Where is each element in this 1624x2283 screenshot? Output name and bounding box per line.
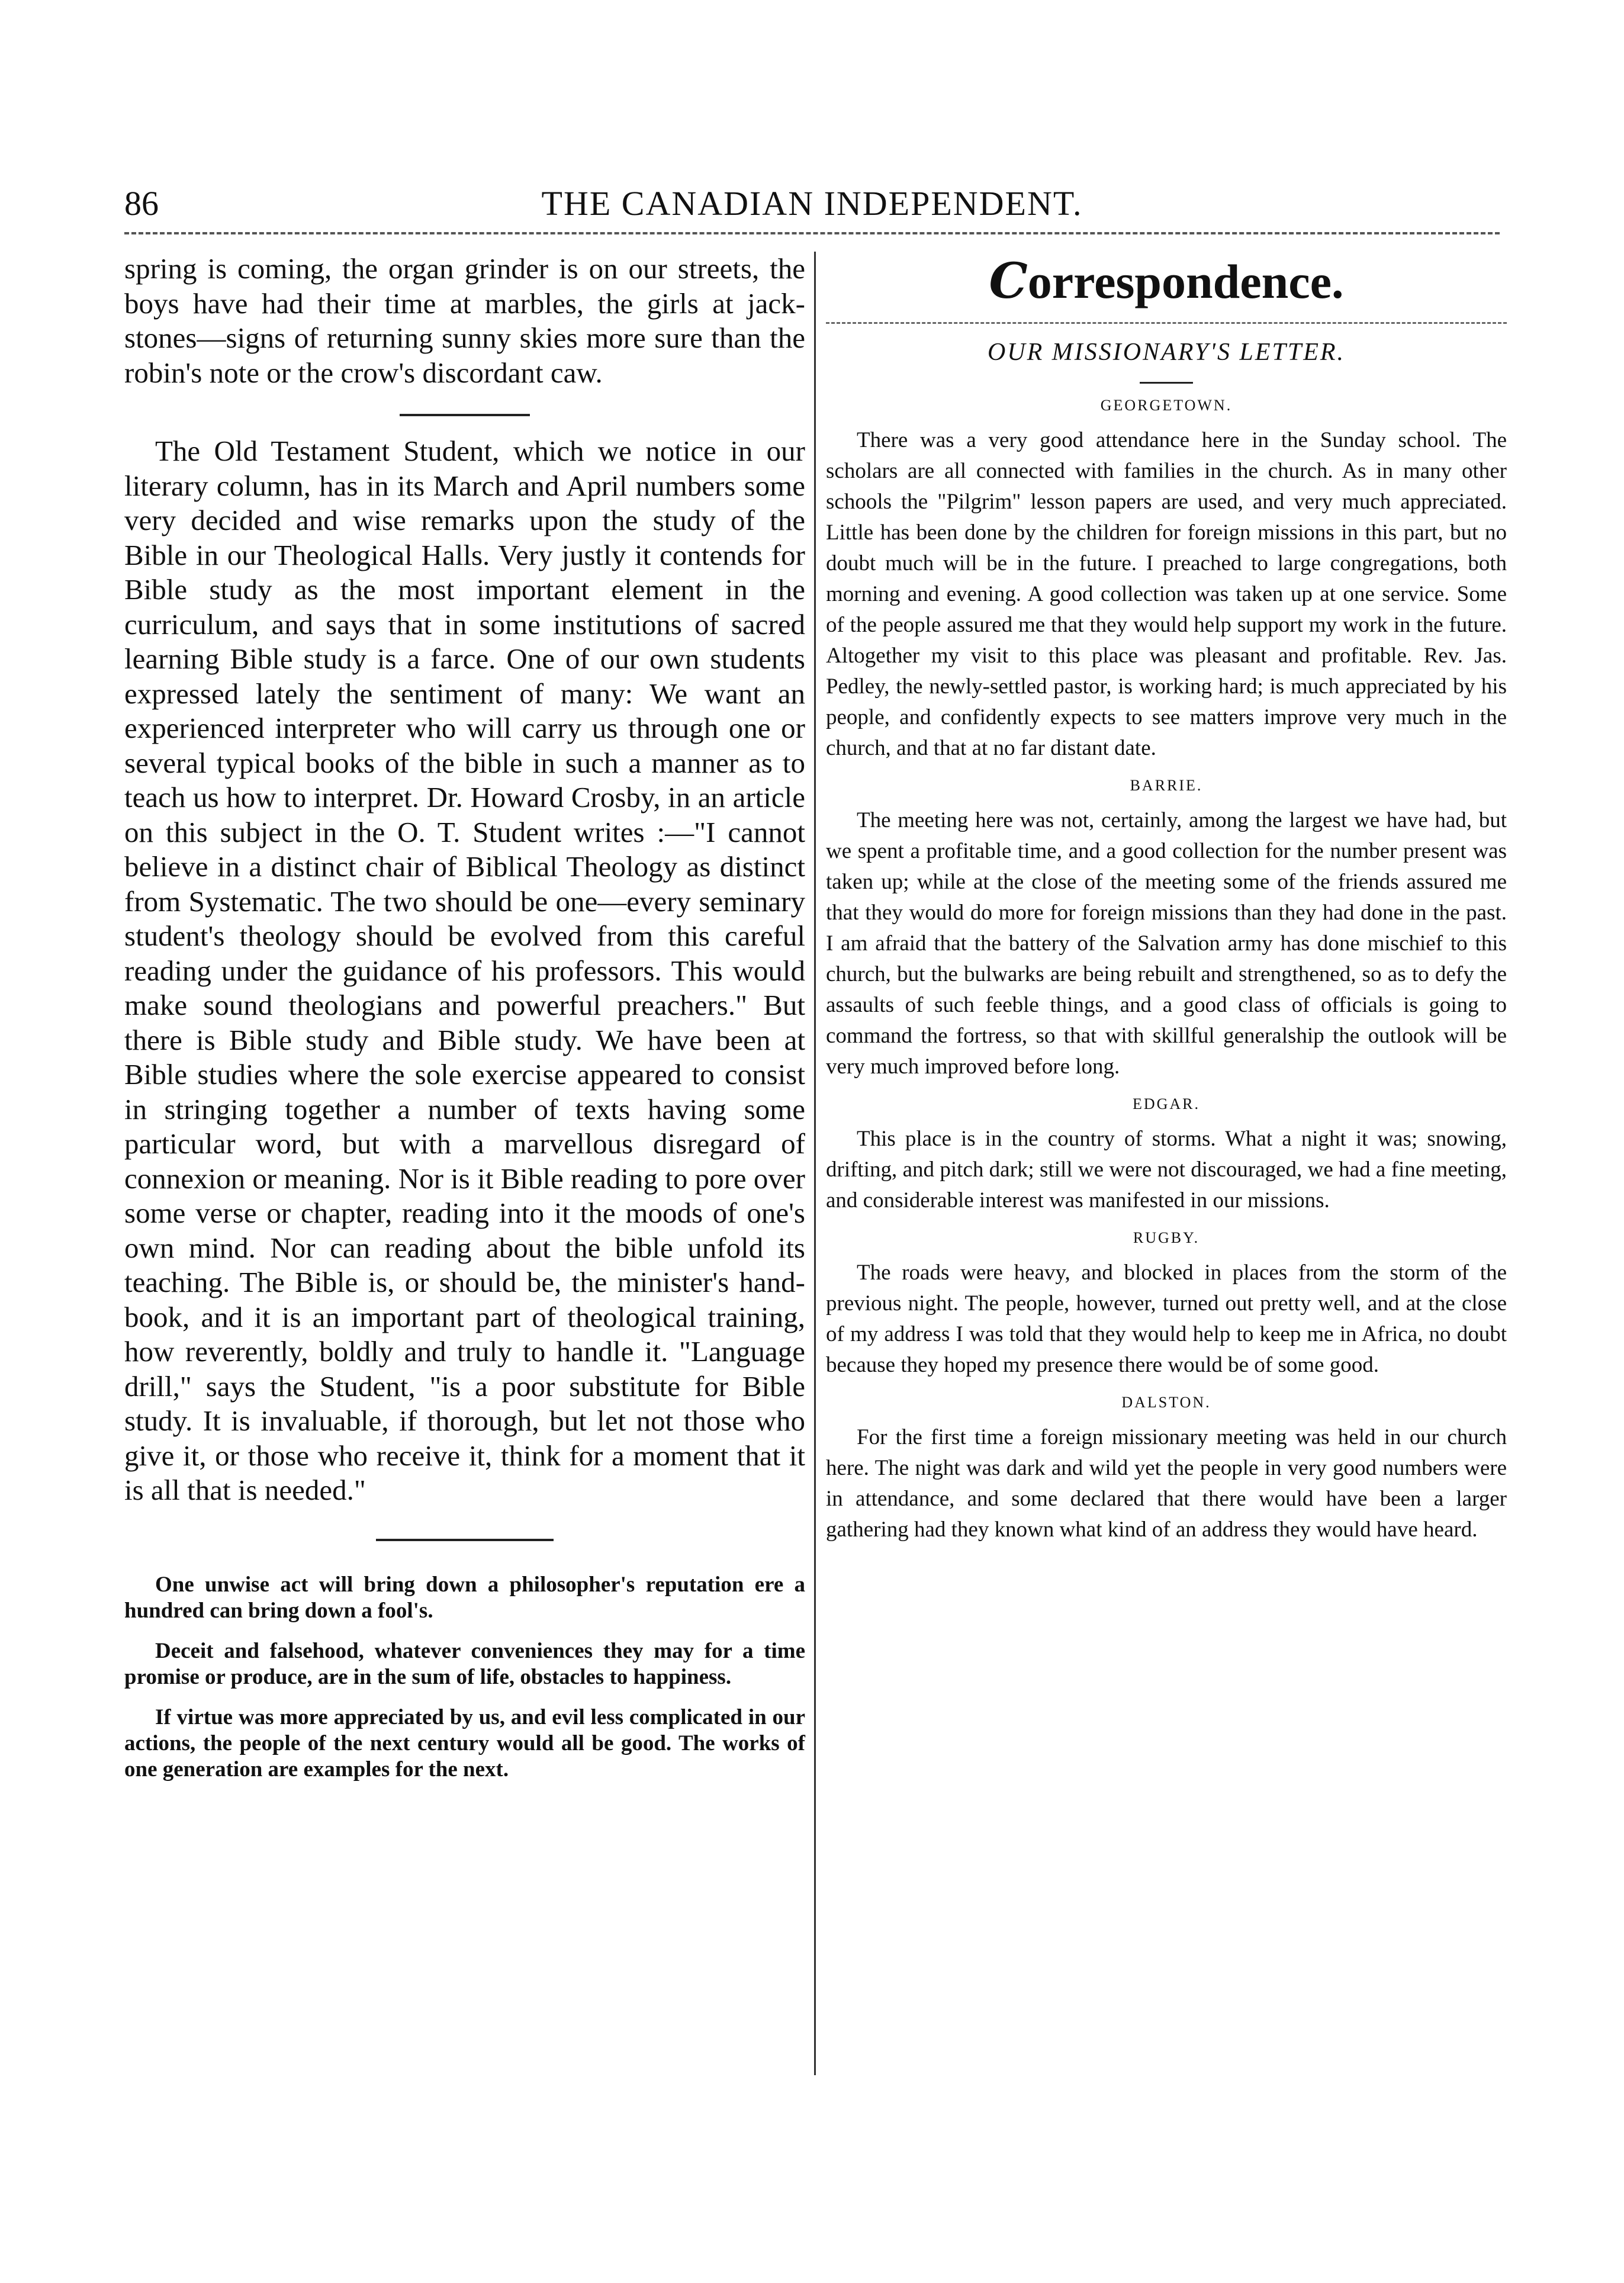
editorial-paragraph: The Old Testament Student, which we notice in our literary column, has in its March and April numbers some very decided and wise remarks upon the study of the Bible in our Theological Halls. Very justly it contends for Bible study as the most important element in the curriculum, and says that in some institutions of sacred learning Bible study is a farce. One of our own students expressed lately the sentiment of many: We want an experienced interpreter who will carry us through one or several typical books of the bible in such a manner as to teach us how to interpret. Dr. Howard Crosby, in an article on this subject in the O. T. Student writes :—"I cannot believe in a distinct chair of Biblical Theology as distinct from Systematic. The two should be one—every seminary student's theology should be evolved from this careful reading under the guidance of his professors. This would make sound theologians and powerful preachers." But there is Bible study and Bible study. We have been at Bible studies where the sole exercise appeared to consist in stringing together a number of texts having some particular word, but with a marvellous disregard of connexion or meaning. Nor is it Bible reading to pore over some verse or chapter, reading into it the moods of one's own mind. Nor can reading about the bible unfold its teaching. The Bible is, or should be, the minister's hand-book, and it is an important part of theological training, how reverently, boldly and truly to handle it. "Language drill," says the Student, "is a poor substitute for Bible study. It is invaluable, if thorough, but let not those who give it, or those who receive it, think for a moment that it is all that is needed." — [124, 435, 805, 1506]
page-header — [124, 178, 1500, 243]
intro-paragraph: spring is coming, the organ grinder is on our streets, the boys have had their time at marbles, the girls at jack-stones—signs of returning sunny skies more sure than the robin's note or the crow's discordant caw. — [124, 252, 805, 389]
title-rule — [826, 322, 1507, 324]
place-heading: DALSTON. — [1121, 1394, 1211, 1411]
section-rule — [376, 1539, 554, 1541]
running-title: THE CANADIAN INDEPENDENT. — [541, 184, 1083, 223]
title-rule — [1140, 382, 1193, 384]
report-text: There was a very good attendance here in the Sunday school. The scholars are all connected with families in the church. As in many other schools the "Pilgrim" lesson papers are used, and very much appreciated. Little has been done by the children for foreign missions in this part, but no doubt much will be in the future. I preached to large congregations, both morning and evening. A good collection was taken up at one service. Some of the people assured me that they would help support my work in the future. Altogether my visit to this place was pleasant and profitable. Rev. Jas. Pedley, the newly-settled pastor, is working hard; is much appreciated by his people, and confidently expects to see matters improve very much in the church, and that at no far distant date. — [826, 428, 1507, 760]
section-title-rest: orrespondence. — [1027, 255, 1344, 308]
place-heading: BARRIE. — [1130, 777, 1203, 794]
place-heading: EDGAR. — [1132, 1095, 1201, 1112]
report-text: The roads were heavy, and blocked in places from the storm of the previous night. The people, however, turned out pretty well, and at the close of my address I was told that they would help to keep me in Africa, no doubt because they hoped my presence there would be of some good. — [826, 1261, 1507, 1377]
section-title — [826, 252, 1507, 311]
header-rule — [124, 232, 1500, 234]
report-text: This place is in the country of storms. What a night it was; snowing, drifting, and pitch dark; still we were not discouraged, we had a fine meeting, and considerable interest was manifested in our missions. — [826, 1127, 1507, 1213]
right-column — [826, 252, 1507, 1545]
maxim: One unwise act will bring down a philosopher's reputation ere a hundred can bring down a fool's. — [124, 1572, 805, 1623]
report-text: For the first time a foreign missionary meeting was held in our church here. The night was dark and wild yet the people in very good numbers were in attendance, and some declared that there would have been a larger gathering had they known what kind of an address they would have heard. — [826, 1425, 1507, 1542]
left-column — [124, 252, 805, 1797]
section-rule — [400, 414, 530, 416]
page-number: 86 — [124, 184, 159, 223]
place-heading: RUGBY. — [1133, 1229, 1200, 1246]
column-divider — [814, 252, 816, 2075]
maxim: Deceit and falsehood, whatever conveniences they may for a time promise or produce, are in the sum of life, obstacles to happiness. — [124, 1638, 805, 1689]
section-title-initial: C — [989, 253, 1028, 310]
report-text: The meeting here was not, certainly, among the largest we have had, but we spent a profitable time, and a good collection for the number present was taken up; while at the close of the meeting some of the friends assured me that they would do more for foreign missions than they had done in the past. I am afraid that the battery of the Salvation army has done mischief to this church, but the bulwarks are being rebuilt and strengthened, so as to defy the assaults of such feeble things, and a good class of officials is going to command the fortress, so that with skillful generalship the outlook will be very much improved before long. — [826, 808, 1507, 1079]
place-heading: GEORGETOWN. — [1100, 397, 1233, 414]
maxims — [124, 1572, 805, 1783]
letter-title: OUR MISSIONARY'S LETTER. — [987, 339, 1346, 366]
maxim: If virtue was more appreciated by us, and evil less complicated in our actions, the people of the next century would all be good. The works of one generation are examples for the next. — [124, 1705, 805, 1782]
